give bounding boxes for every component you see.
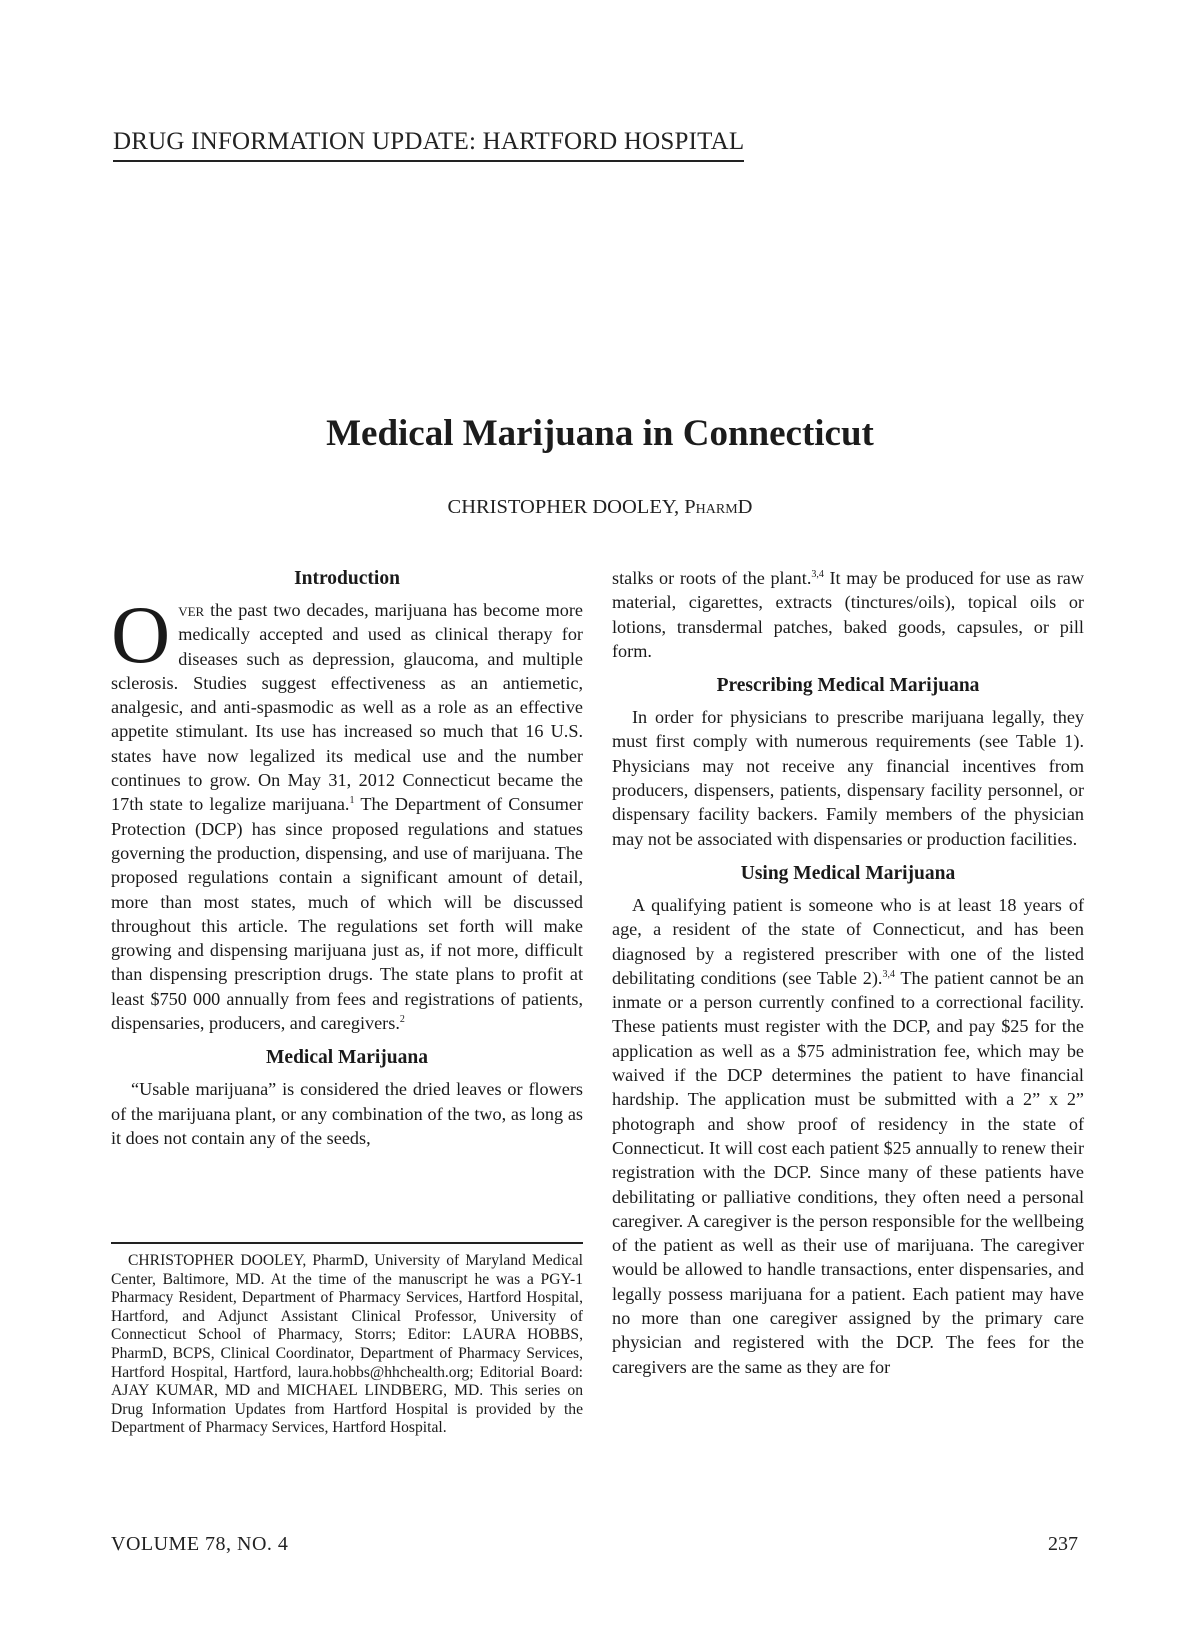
right-column xyxy=(612,566,1084,1379)
ref-2: 2 xyxy=(399,1013,405,1025)
page-number: 237 xyxy=(1048,1533,1078,1555)
section-heading-using: Using Medical Marijuana xyxy=(740,862,956,884)
ref-3-4: 3,4 xyxy=(811,568,824,580)
author-footnote: CHRISTOPHER DOOLEY, PharmD, University of Maryland Medical Center, Baltimore, MD. At the time of the manuscript he was a PGY-1 Pharmacy Resident, Department of Pharmacy Services, Hartford Hospital, Hartford, and Adjunct Assistant Clinical Professor, University of Connecticut School of Pharmacy, Storrs; Editor: LAURA HOBBS, PharmD, BCPS, Clinical Coordinator, Department of Pharmacy Services, Hartford Hospital, Hartford, laura.hobbs@hhchealth.org; Editorial Board: AJAY KUMAR, MD and MICHAEL LINDBERG, MD. This series on Drug Information Updates from Hartford Hospital is provided by the Department of Pharmacy Services, Hartford Hospital. xyxy=(111,1252,583,1437)
medical-paragraph: “Usable marijuana” is considered the dried leaves or flowers of the marijuana plant, or any combination of the two, as long as it does not contain any of the seeds, xyxy=(111,1079,583,1148)
prescribing-paragraph: In order for physicians to prescribe marijuana legally, they must first comply with numerous requirements (see Table 1). Physicians may not receive any financial incentives from producers, dispensers, patients, dispensary facility personnel, or dispensary facility backers. Family members of the physician may not be associated with dispensaries or production facilities. xyxy=(612,707,1084,849)
footnote-rule xyxy=(111,1242,583,1244)
right-body-2: It may be produced for use as raw material, cigarettes, extracts (tinctures/oils), topical oils or lotions, transdermal patches, baked goods, capsules, or pill form. xyxy=(612,568,1084,661)
intro-body: the past two decades, marijuana has become more medically accepted and used as clinical therapy for diseases such as depression, glaucoma, and multiple sclerosis. Studies suggest effectiveness as an antiemetic, analgesic, and anti-spasmodic as well as a role as an effective appetite stimulant. Its use has increased so much that 16 U.S. states have now legalized its medical use and the number continues to grow. On May 31, 2012 Connecticut became the 17th state to legalize marijuana. xyxy=(111,600,583,815)
section-heading-introduction: Introduction xyxy=(294,568,400,589)
ref-1: 1 xyxy=(349,795,355,807)
using-paragraph xyxy=(612,893,1084,1379)
section-heading-prescribing: Prescribing Medical Marijuana xyxy=(716,675,980,697)
running-head: DRUG INFORMATION UPDATE: HARTFORD HOSPITAL xyxy=(113,128,744,162)
right-body: stalks or roots of the plant. xyxy=(612,568,812,588)
right-continuation-paragraph xyxy=(612,566,1084,663)
author-line xyxy=(0,496,1200,519)
ref-3-4-b: 3,4 xyxy=(882,968,895,980)
intro-first-words: ver xyxy=(178,600,205,620)
intro-body-2: The Department of Consumer Protection (DCP) has since proposed regulations and statues governing the production, dispensing, and use of marijuana. The proposed regulations contain a significant amount of detail, more than most states, much of which will be discussed throughout this article. The regulations set forth will make growing and dispensing marijuana just as, if not more, difficult than dispensing prescription drugs. The state plans to profit at least $750 000 annually from fees and registrations of patients, dispensaries, producers, and caregivers. xyxy=(111,794,583,1034)
drop-cap: O xyxy=(111,589,171,680)
article-title: Medical Marijuana in Connecticut xyxy=(326,413,874,454)
author-degree: PharmD xyxy=(684,496,753,518)
intro-paragraph xyxy=(111,589,583,1035)
volume-footer: VOLUME 78, NO. 4 xyxy=(111,1533,289,1555)
using-body: A qualifying patient is someone who is at least 18 years of age, a resident of the state of Connecticut, and has been diagnosed by a registered prescriber with one of the listed debilitating conditions (see Table 2). xyxy=(612,894,1084,988)
author-name: CHRISTOPHER DOOLEY, xyxy=(447,496,680,518)
section-heading-medical-marijuana: Medical Marijuana xyxy=(266,1047,428,1069)
left-column xyxy=(111,566,583,1150)
using-body-2: The patient cannot be an inmate or a person currently confined to a correctional facility. These patients must register with the DCP, and pay $25 for the application as well as a $75 administration fee, which may be waived if the DCP determines the patient to have financial hardship. The application must be submitted with a 2” x 2” photograph and show proof of residency in the state of Connecticut. It will cost each patient $25 annually to renew their registration with the DCP. Since many of these patients have debilitating or palliative conditions, they often need a personal caregiver. A caregiver is the person responsible for the wellbeing of the patient as well as their use of marijuana. The caregiver would be allowed to handle transactions, enter dispensaries, and legally possess marijuana for a patient. Each patient may have no more than one caregiver assigned by the primary care physician and registered with the DCP. The fees for the caregivers are the same as they are for xyxy=(612,967,1084,1377)
